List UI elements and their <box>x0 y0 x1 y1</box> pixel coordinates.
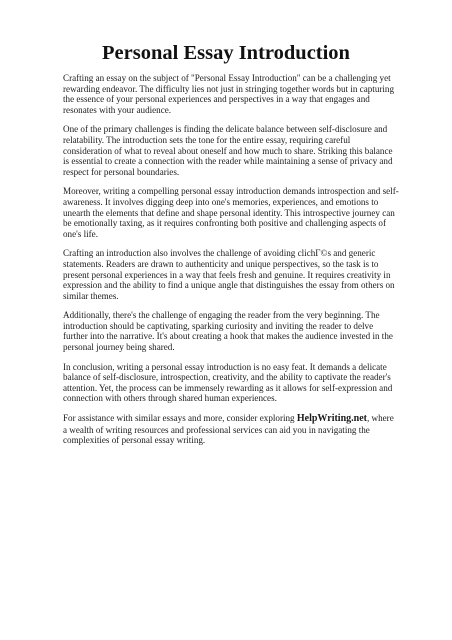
paragraph-challenge-balance: One of the primary challenges is finding the delicate balance between self-disclosure and relatability. The introduction sets the tone for the entire essay, requiring careful consideration of what to reveal about oneself and how much to share. Striking this balance is essential to create a connection with the reader while maintaining a sense of privacy and respect for personal boundaries. <box>63 124 393 177</box>
paragraph-intro: Crafting an essay on the subject of "Personal Essay Introduction" can be a challenging yet rewarding endeavor. The difficulty lies not just in stringing together words but in capturing the essence of your personal experiences and perspectives in a way that engages and resonates with your audience. <box>63 73 395 115</box>
document-body <box>63 73 399 455</box>
site-name: HelpWriting.net <box>296 413 367 425</box>
paragraph-conclusion: In conclusion, writing a personal essay introduction is no easy feat. It demands a delicate balance of self-disclosure, introspection, creativity, and the ability to captivate the reader's attention. Yet, the process can be immensely rewarding as it allows for self-expression and connection with others through shared human experiences. <box>63 361 393 404</box>
page-title: Personal Essay Introduction <box>102 42 350 64</box>
closing-text-after: , where a wealth of writing resources and professional services can aid you in navigating the complexities of personal essay writing. <box>63 413 394 446</box>
paragraph-cliches: Crafting an introduction also involves the challenge of avoiding clichГ©s and generic statements. Readers are drawn to authenticity and unique perspectives, so the task is to present personal experiences in a way that feels fresh and genuine. It requires creativity in expression and the ability to find a unique angle that distinguishes the essay from others on similar themes. <box>63 248 395 301</box>
paragraph-engaging-reader: Additionally, there's the challenge of engaging the reader from the very beginning. The introduction should be captivating, sparking curiosity and inviting the reader to delve further into the narrative. It's about creating a hook that makes the audience invested in the personal journey being shared. <box>63 310 393 353</box>
paragraph-introspection: Moreover, writing a compelling personal essay introduction demands introspection and self-awareness. It involves digging deep into one's memories, experiences, and emotions to unearth the elements that define and shape personal identity. This introspective journey can be emotionally taxing, as it requires confronting both positive and challenging aspects of one's life. <box>63 186 399 239</box>
closing-text-before: For assistance with similar essays and more, consider exploring <box>63 413 297 424</box>
paragraph-closing <box>63 413 399 446</box>
